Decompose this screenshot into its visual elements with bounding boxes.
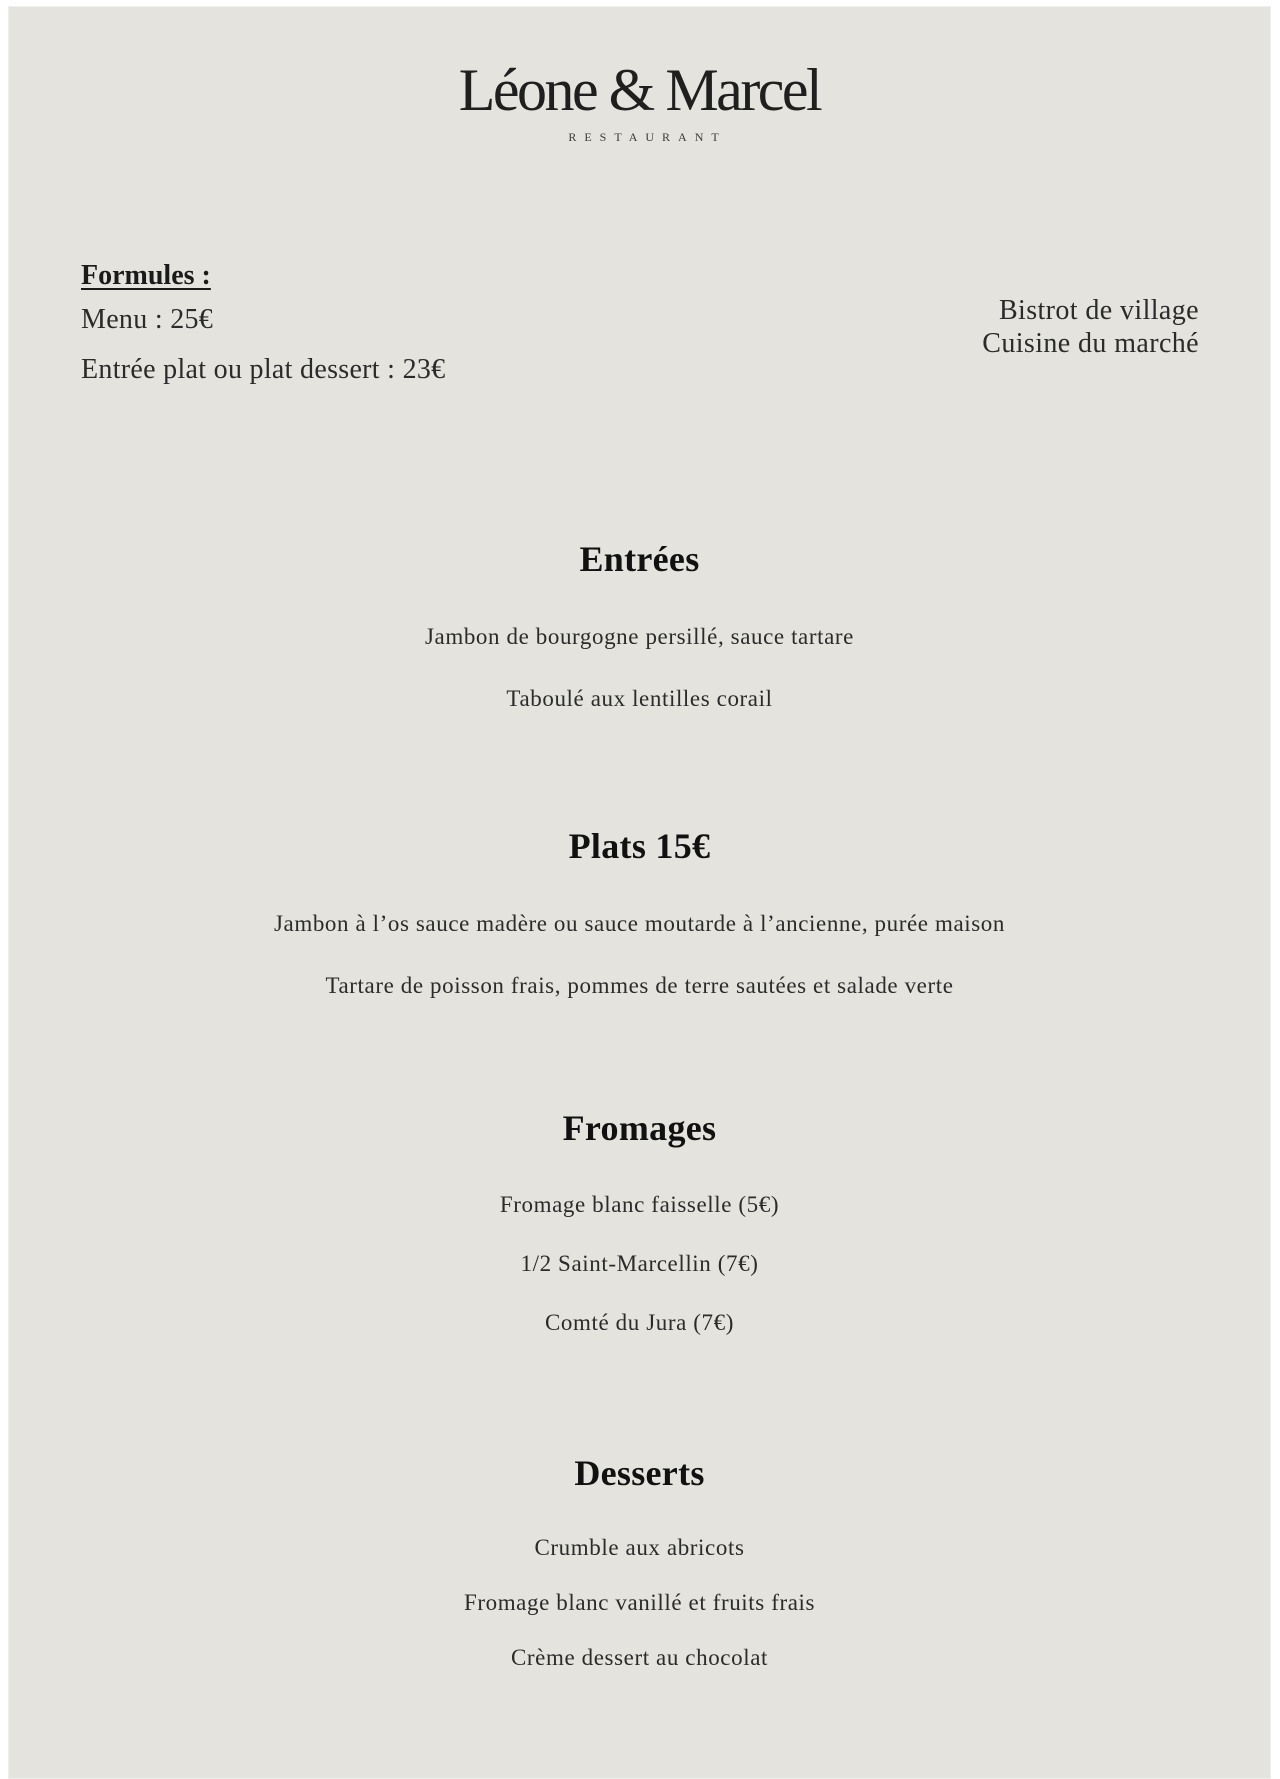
menu-item: Tartare de poisson frais, pommes de terre sautées et salade verte — [325, 973, 954, 998]
formules-block — [81, 260, 445, 404]
section-title-fromages: Fromages — [562, 1108, 717, 1148]
menu-item: Crème dessert au chocolat — [510, 1645, 769, 1670]
tagline-line-1: Bistrot de village — [998, 295, 1199, 326]
menu-page — [8, 6, 1271, 1779]
restaurant-logo-subtitle: RESTAURANT — [568, 130, 727, 144]
section-plats — [8, 825, 1271, 1017]
restaurant-logo-name: Léone & Marcel — [458, 57, 821, 123]
menu-item: Jambon à l’os sauce madère ou sauce moutarde à l’ancienne, purée maison — [273, 911, 1006, 936]
formule-menu: Menu : 25€ — [81, 304, 214, 335]
section-desserts — [8, 1452, 1271, 1685]
formules-title: Formules : — [81, 260, 211, 291]
section-title-desserts: Desserts — [574, 1453, 705, 1493]
tagline-line-2: Cuisine du marché — [982, 328, 1199, 359]
menu-item: Comté du Jura (7€) — [544, 1310, 735, 1335]
menu-item: 1/2 Saint-Marcellin (7€) — [520, 1251, 759, 1276]
section-title-entrees: Entrées — [579, 539, 700, 579]
menu-item: Jambon de bourgogne persillé, sauce tartare — [424, 624, 854, 649]
section-entrees — [8, 538, 1271, 730]
tagline-block — [982, 294, 1199, 360]
formule-entree-plat: Entrée plat ou plat dessert : 23€ — [81, 354, 446, 385]
section-fromages — [8, 1107, 1271, 1352]
menu-item: Crumble aux abricots — [534, 1535, 745, 1560]
menu-item: Fromage blanc vanillé et fruits frais — [463, 1590, 816, 1615]
menu-item: Fromage blanc faisselle (5€) — [499, 1192, 780, 1217]
section-title-plats: Plats 15€ — [568, 826, 711, 866]
menu-item: Taboulé aux lentilles corail — [506, 686, 773, 711]
